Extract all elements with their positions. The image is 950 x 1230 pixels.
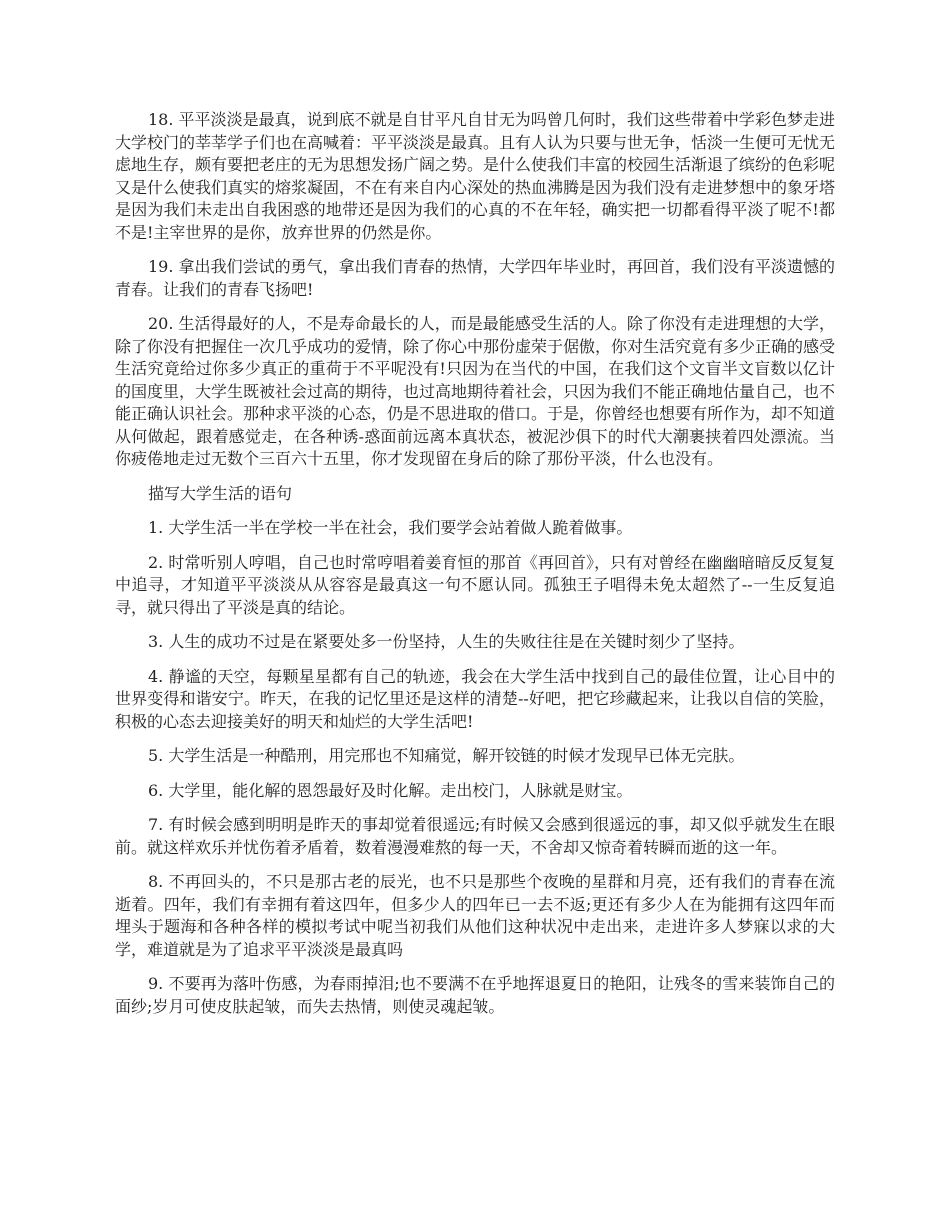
list-item-4: 4. 静谧的天空，每颗星星都有自己的轨迹，我会在大学生活中找到自己的最佳位置，让心目中的世界变得和谐安宁。昨天，在我的记忆里还是这样的清楚--好吧，把它珍藏起来，让我以自信的笑脸，积极的心态去迎接美好的明天和灿烂的大学生活吧! — [115, 666, 835, 731]
list-item-1: 1. 大学生活一半在学校一半在社会，我们要学会站着做人跪着做事。 — [148, 518, 633, 537]
paragraph-20: 20. 生活得最好的人，不是寿命最长的人，而是最能感受生活的人。除了你没有走进理想的大学，除了你没有把握住一次几乎成功的爱情，除了你心中那份虚荣于倨傲，你对生活究竟有多少正确的感受生活究竟给过你多少真正的重荷于不平呢没有!只因为在当代的中国，在我们这个文盲半文盲数以亿计的国度里，大学生既被社会过高的期待，也过高地期待着社会，只因为我们不能正确地估量自己，也不能正确认识社会。那种求平淡的心态，仍是不思进取的借口。于是，你曾经也想要有所作为，却不知道从何做起，跟着感觉走，在各种诱-惑面前远离本真状态，被泥沙俱下的时代大潮裹挟着四处漂流。当你疲倦地走过无数个三百六十五里，你才发现留在身后的除了那份平淡，什么也没有。 — [115, 314, 836, 468]
document-page — [115, 109, 835, 1030]
list-item-9: 9. 不要再为落叶伤感，为春雨掉泪;也不要满不在乎地挥退夏日的艳阳，让残冬的雪来装饰自己的面纱;岁月可使皮肤起皱，而失去热情，则使灵魂起皱。 — [115, 974, 835, 1016]
list-item-8: 8. 不再回头的，不只是那古老的辰光，也不只是那些个夜晚的星群和月亮，还有我们的青春在流逝着。四年，我们有幸拥有着这四年，但多少人的四年已一去不返;更还有多少人在为能拥有这四年而埋头于题海和各种各样的模拟考试中呢当初我们从他们这种状况中走出来，走进许多人梦寐以求的大学，难道就是为了追求平平淡淡是最真吗 — [115, 872, 835, 959]
list-item-2: 2. 时常听别人哼唱，自己也时常哼唱着姜育恒的那首《再回首》，只有对曾经在幽幽暗暗反反复复中追寻，才知道平平淡淡从从容容是最真这一句不愿认同。孤独王子唱得未免太超然了--一生反复追寻，就只得出了平淡是真的结论。 — [115, 552, 835, 617]
list-item-6: 6. 大学里，能化解的恩怨最好及时化解。走出校门，人脉就是财宝。 — [148, 780, 633, 800]
list-item-5: 5. 大学生活是一种酷刑，用完邢也不知痛觉，解开铰链的时候才发现早已体无完肤。 — [148, 746, 745, 765]
list-item-7: 7. 有时候会感到明明是昨天的事却觉着很遥远;有时候又会感到很遥远的事，却又似乎就发生在眼前。就这样欢乐并忧伤着矛盾着，数着漫漫难熬的每一天，不舍却又惊奇着转瞬而逝的这一年。 — [115, 815, 835, 857]
paragraph-18: 18. 平平淡淡是最真，说到底不就是自甘平凡自甘无为吗曾几何时，我们这些带着中学彩色梦走进大学校门的莘莘学子们也在高喊着：平平淡淡是最真。且有人认为只要与世无争，恬淡一生便可无忧无虑地生存，颇有要把老庄的无为思想发扬广阔之势。是什么使我们丰富的校园生活渐退了缤纷的色彩呢又是什么使我们真实的熔浆凝固，不在有来自内心深处的热血沸腾是因为我们没有走进梦想中的象牙塔是因为我们未走出自我困惑的地带还是因为我们的心真的不在年轻，确实把一切都看得平淡了呢不!都不是!主宰世界的是你，放弃世界的仍然是你。 — [115, 110, 836, 242]
paragraph-19: 19. 拿出我们尝试的勇气，拿出我们青春的热情，大学四年毕业时，再回首，我们没有平淡遗憾的青春。让我们的青春飞扬吧! — [115, 257, 835, 299]
list-item-3: 3. 人生的成功不过是在紧要处多一份坚持，人生的失败往往是在关键时刻少了坚持。 — [148, 632, 745, 651]
section-title: 描写大学生活的语句 — [148, 483, 293, 503]
